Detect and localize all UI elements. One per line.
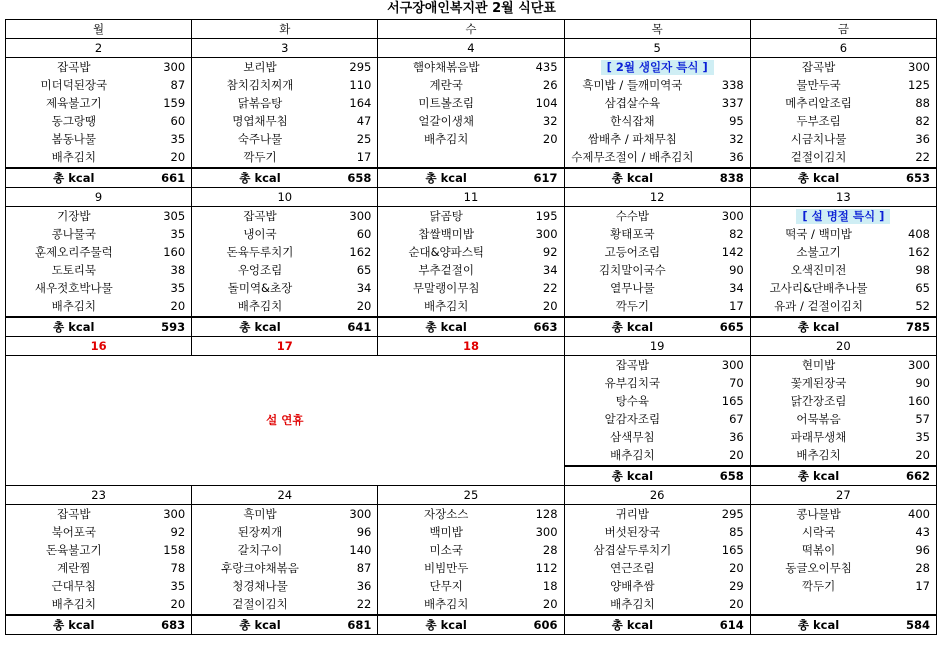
menu-item-kcal: 20 bbox=[542, 298, 558, 313]
menu-item-kcal: 20 bbox=[356, 298, 372, 313]
date-cell: 26 bbox=[564, 486, 750, 505]
date-cell: 12 bbox=[564, 188, 750, 207]
menu-item-kcal: 20 bbox=[170, 596, 186, 611]
menu-calendar bbox=[5, 19, 937, 635]
total-label: 총 kcal bbox=[6, 615, 142, 635]
menu-item-kcal: 20 bbox=[170, 298, 186, 313]
menu-item-kcal: 35 bbox=[170, 280, 186, 295]
menu-item-kcal: 22 bbox=[356, 596, 372, 611]
menu-item-name: 청경채나물 bbox=[192, 577, 328, 595]
menu-item-kcal: 17 bbox=[729, 298, 744, 313]
holiday-date: 17 bbox=[192, 337, 378, 356]
menu-item-kcal: 36 bbox=[729, 429, 744, 444]
menu-item-row bbox=[6, 112, 937, 130]
menu-item-name: 백미밥 bbox=[378, 523, 514, 541]
menu-item-kcal: 159 bbox=[163, 95, 186, 110]
total-label: 총 kcal bbox=[564, 168, 700, 188]
weekday-header: 수 bbox=[378, 20, 564, 39]
menu-item-name: 후랑크야채볶음 bbox=[192, 559, 328, 577]
menu-item-name: 도토리묵 bbox=[6, 261, 142, 279]
menu-item-name: 파래무생채 bbox=[750, 428, 886, 446]
menu-item-name: 참치김치찌개 bbox=[192, 76, 328, 94]
menu-item-row bbox=[6, 148, 937, 166]
menu-item-name: 닭간장조림 bbox=[750, 392, 886, 410]
menu-item-name: 돈육불고기 bbox=[6, 541, 142, 559]
date-row bbox=[6, 486, 937, 505]
menu-item-name: 양배추쌈 bbox=[564, 577, 700, 595]
menu-item-kcal: 300 bbox=[163, 506, 186, 521]
menu-item-kcal: 26 bbox=[542, 77, 558, 92]
menu-item-name: 김치말이국수 bbox=[564, 261, 700, 279]
menu-item-kcal: 300 bbox=[886, 58, 936, 77]
date-cell: 13 bbox=[750, 188, 936, 207]
menu-item-name: 배추김치 bbox=[6, 595, 142, 613]
menu-item-name: 잡곡밥 bbox=[750, 58, 886, 77]
menu-item-kcal: 160 bbox=[886, 392, 936, 410]
menu-item-name: 깍두기 bbox=[192, 148, 328, 166]
holiday-date: 18 bbox=[378, 337, 564, 356]
menu-item-kcal: 82 bbox=[886, 112, 936, 130]
menu-item-name: 한식잡채 bbox=[564, 112, 700, 130]
menu-item-kcal: 300 bbox=[349, 506, 372, 521]
menu-item-kcal: 110 bbox=[349, 77, 372, 92]
menu-item-kcal: 65 bbox=[886, 279, 936, 297]
menu-item-kcal: 85 bbox=[729, 524, 744, 539]
menu-item-name: 흑미밥 bbox=[192, 505, 328, 524]
menu-item-kcal: 35 bbox=[170, 578, 186, 593]
menu-item-kcal: 35 bbox=[886, 428, 936, 446]
menu-item-kcal: 82 bbox=[729, 226, 744, 241]
menu-item-name: 닭볶음탕 bbox=[192, 94, 328, 112]
menu-item-kcal: 125 bbox=[886, 76, 936, 94]
menu-item-row bbox=[6, 130, 937, 148]
menu-item-kcal: 128 bbox=[535, 506, 558, 521]
weekday-header: 월 bbox=[6, 20, 192, 39]
menu-item-kcal: 300 bbox=[886, 356, 936, 375]
menu-item-name: 제육불고기 bbox=[6, 94, 142, 112]
menu-item-kcal: 22 bbox=[886, 148, 936, 166]
menu-item-kcal: 29 bbox=[729, 578, 744, 593]
menu-item-kcal bbox=[886, 595, 936, 613]
menu-item-name: 우엉조림 bbox=[192, 261, 328, 279]
date-cell: 23 bbox=[6, 486, 192, 505]
menu-item-name: 배추김치 bbox=[6, 297, 142, 315]
menu-item-kcal: 28 bbox=[542, 542, 558, 557]
menu-item-name: 소불고기 bbox=[750, 243, 886, 261]
menu-item-kcal: 140 bbox=[349, 542, 372, 557]
total-kcal: 663 bbox=[514, 317, 564, 337]
menu-item-name: 계란국 bbox=[378, 76, 514, 94]
menu-item-kcal: 34 bbox=[729, 280, 744, 295]
date-row bbox=[6, 337, 937, 356]
date-row bbox=[6, 188, 937, 207]
menu-item-name: 훈제오리주물럭 bbox=[6, 243, 142, 261]
menu-item-name: 보리밥 bbox=[192, 58, 328, 77]
menu-item-kcal: 60 bbox=[170, 113, 186, 128]
menu-item-name: 떡볶이 bbox=[750, 541, 886, 559]
menu-item-name: 배추김치 bbox=[378, 130, 514, 148]
menu-item-name: 수수밥 bbox=[564, 207, 700, 226]
menu-item-row bbox=[6, 94, 937, 112]
total-label: 총 kcal bbox=[6, 317, 142, 337]
menu-item-name: 열무나물 bbox=[564, 279, 700, 297]
weekday-header: 금 bbox=[750, 20, 936, 39]
menu-item-kcal: 17 bbox=[356, 149, 372, 164]
menu-item-kcal: 67 bbox=[729, 411, 744, 426]
menu-item-name: 버섯된장국 bbox=[564, 523, 700, 541]
menu-item-row bbox=[6, 559, 937, 577]
menu-item-name: 동그랑땡 bbox=[6, 112, 142, 130]
special-menu-cell bbox=[750, 207, 936, 226]
menu-item-name: 무말랭이무침 bbox=[378, 279, 514, 297]
total-kcal: 584 bbox=[886, 615, 936, 635]
menu-item-name: 동글오이무침 bbox=[750, 559, 886, 577]
menu-item-kcal bbox=[514, 148, 564, 166]
menu-item-name: 어묵볶음 bbox=[750, 410, 886, 428]
menu-item-kcal: 20 bbox=[729, 596, 744, 611]
date-cell: 2 bbox=[6, 39, 192, 58]
menu-item-name: 오색진미전 bbox=[750, 261, 886, 279]
menu-item-kcal: 52 bbox=[886, 297, 936, 315]
menu-item-kcal: 338 bbox=[721, 77, 744, 92]
menu-item-kcal: 43 bbox=[886, 523, 936, 541]
menu-item-row bbox=[6, 243, 937, 261]
holiday-date: 16 bbox=[6, 337, 192, 356]
menu-item-kcal: 57 bbox=[886, 410, 936, 428]
total-label: 총 kcal bbox=[564, 466, 700, 486]
date-cell: 3 bbox=[192, 39, 378, 58]
menu-item-kcal: 34 bbox=[356, 280, 372, 295]
menu-item-kcal: 295 bbox=[349, 59, 372, 74]
menu-item-kcal: 47 bbox=[356, 113, 372, 128]
menu-item-kcal: 165 bbox=[721, 393, 744, 408]
menu-item-name: 순대&양파스틱 bbox=[378, 243, 514, 261]
total-kcal: 606 bbox=[514, 615, 564, 635]
total-kcal: 658 bbox=[700, 466, 750, 486]
menu-item-name: 유부김치국 bbox=[564, 374, 700, 392]
date-cell: 27 bbox=[750, 486, 936, 505]
menu-item-name: 돌미역&초장 bbox=[192, 279, 328, 297]
menu-item-kcal: 305 bbox=[163, 208, 186, 223]
menu-item-name: 삼겹살두루치기 bbox=[564, 541, 700, 559]
menu-item-kcal: 87 bbox=[170, 77, 186, 92]
menu-item-name: 배추김치 bbox=[378, 595, 514, 613]
menu-item-kcal: 160 bbox=[163, 244, 186, 259]
total-label: 총 kcal bbox=[750, 168, 886, 188]
menu-item-kcal: 18 bbox=[542, 578, 558, 593]
menu-item-name: 얼갈이생채 bbox=[378, 112, 514, 130]
menu-item-kcal: 35 bbox=[170, 131, 186, 146]
menu-item-kcal: 32 bbox=[729, 131, 744, 146]
menu-item-kcal: 36 bbox=[356, 578, 372, 593]
menu-item-kcal: 162 bbox=[886, 243, 936, 261]
menu-item-name: 물만두국 bbox=[750, 76, 886, 94]
menu-item-name: 돈육두루치기 bbox=[192, 243, 328, 261]
menu-item-name: 겉절이김치 bbox=[750, 148, 886, 166]
menu-item-name: 부추겉절이 bbox=[378, 261, 514, 279]
menu-item-kcal: 158 bbox=[163, 542, 186, 557]
menu-item-row bbox=[6, 577, 937, 595]
menu-item-kcal: 90 bbox=[886, 374, 936, 392]
total-label: 총 kcal bbox=[564, 317, 700, 337]
menu-item-name: 겉절이김치 bbox=[192, 595, 328, 613]
date-cell: 5 bbox=[564, 39, 750, 58]
total-kcal: 838 bbox=[700, 168, 750, 188]
menu-item-name: 알감자조림 bbox=[564, 410, 700, 428]
menu-item-kcal: 20 bbox=[542, 596, 558, 611]
menu-item-name: 콩나물밥 bbox=[750, 505, 886, 524]
menu-item-kcal: 400 bbox=[886, 505, 936, 524]
menu-item-kcal: 22 bbox=[542, 280, 558, 295]
total-kcal: 661 bbox=[142, 168, 192, 188]
menu-item-kcal: 408 bbox=[886, 225, 936, 243]
menu-item-name: 냉이국 bbox=[192, 225, 328, 243]
menu-item-name: 숙주나물 bbox=[192, 130, 328, 148]
total-kcal: 658 bbox=[328, 168, 378, 188]
total-label: 총 kcal bbox=[192, 615, 328, 635]
menu-item-name: 시락국 bbox=[750, 523, 886, 541]
menu-item-kcal: 32 bbox=[542, 113, 558, 128]
total-kcal: 683 bbox=[142, 615, 192, 635]
menu-item-name: 깍두기 bbox=[750, 577, 886, 595]
menu-item-row bbox=[6, 58, 937, 77]
menu-item-name bbox=[750, 595, 886, 613]
menu-item-name: 쌈배추 / 파채무침 bbox=[564, 130, 700, 148]
total-label: 총 kcal bbox=[750, 615, 886, 635]
menu-item-kcal: 20 bbox=[542, 131, 558, 146]
menu-item-kcal: 295 bbox=[721, 506, 744, 521]
total-kcal: 665 bbox=[700, 317, 750, 337]
menu-item-name: 된장찌개 bbox=[192, 523, 328, 541]
menu-item-kcal: 112 bbox=[535, 560, 558, 575]
total-kcal: 593 bbox=[142, 317, 192, 337]
menu-item-name: 연근조림 bbox=[564, 559, 700, 577]
page-title: 서구장애인복지관 2월 식단표 bbox=[387, 1, 556, 16]
menu-item-kcal: 65 bbox=[356, 262, 372, 277]
menu-item-kcal: 28 bbox=[886, 559, 936, 577]
total-kcal: 614 bbox=[700, 615, 750, 635]
menu-item-name: 배추김치 bbox=[564, 595, 700, 613]
menu-item-name: 미트볼조림 bbox=[378, 94, 514, 112]
special-menu-cell bbox=[564, 58, 750, 77]
total-row bbox=[6, 615, 937, 635]
menu-item-kcal: 300 bbox=[721, 357, 744, 372]
menu-item-kcal: 164 bbox=[349, 95, 372, 110]
menu-item-kcal: 195 bbox=[535, 208, 558, 223]
menu-item-kcal: 60 bbox=[356, 226, 372, 241]
menu-item-name: 콩나물국 bbox=[6, 225, 142, 243]
menu-item-kcal: 70 bbox=[729, 375, 744, 390]
menu-item-row bbox=[6, 297, 937, 315]
total-label: 총 kcal bbox=[750, 317, 886, 337]
menu-item-name: 꽃게된장국 bbox=[750, 374, 886, 392]
menu-item-kcal: 95 bbox=[729, 113, 744, 128]
menu-item-row bbox=[6, 225, 937, 243]
menu-item-name: 햄야채볶음밥 bbox=[378, 58, 514, 77]
menu-item-row bbox=[6, 207, 937, 226]
total-label: 총 kcal bbox=[6, 168, 142, 188]
menu-item-name: 새우젓호박나물 bbox=[6, 279, 142, 297]
menu-item-name: 떡국 / 백미밥 bbox=[750, 225, 886, 243]
menu-item-kcal: 78 bbox=[170, 560, 186, 575]
menu-item-kcal: 35 bbox=[170, 226, 186, 241]
special-menu-banner: [ 2월 생일자 특식 ] bbox=[601, 60, 714, 75]
weekday-header-row bbox=[6, 20, 937, 39]
menu-item-kcal: 25 bbox=[356, 131, 372, 146]
menu-item-name: 미더덕된장국 bbox=[6, 76, 142, 94]
menu-item-row bbox=[6, 76, 937, 94]
menu-item-kcal: 92 bbox=[170, 524, 186, 539]
menu-item-name: 배추김치 bbox=[564, 446, 700, 464]
menu-item-kcal: 90 bbox=[729, 262, 744, 277]
menu-item-kcal: 88 bbox=[886, 94, 936, 112]
menu-item-name: 현미밥 bbox=[750, 356, 886, 375]
date-cell: 10 bbox=[192, 188, 378, 207]
total-kcal: 681 bbox=[328, 615, 378, 635]
menu-item-kcal: 20 bbox=[886, 446, 936, 464]
date-cell: 9 bbox=[6, 188, 192, 207]
menu-item-name: 근대무침 bbox=[6, 577, 142, 595]
menu-item-name: 두부조림 bbox=[750, 112, 886, 130]
total-label: 총 kcal bbox=[378, 168, 514, 188]
menu-item-kcal: 36 bbox=[886, 130, 936, 148]
menu-item-kcal: 300 bbox=[535, 226, 558, 241]
menu-item-kcal: 92 bbox=[542, 244, 558, 259]
menu-item-kcal: 96 bbox=[886, 541, 936, 559]
menu-item-kcal: 98 bbox=[886, 261, 936, 279]
menu-item-name: 잡곡밥 bbox=[6, 505, 142, 524]
date-cell: 25 bbox=[378, 486, 564, 505]
menu-item-name: 봄동나물 bbox=[6, 130, 142, 148]
menu-item-name: 명엽채무침 bbox=[192, 112, 328, 130]
menu-item-name: 잡곡밥 bbox=[564, 356, 700, 375]
menu-item-kcal: 20 bbox=[170, 149, 186, 164]
total-label: 총 kcal bbox=[378, 317, 514, 337]
total-label: 총 kcal bbox=[750, 466, 886, 486]
menu-item-kcal: 337 bbox=[721, 95, 744, 110]
menu-item-name: 유과 / 겉절이김치 bbox=[750, 297, 886, 315]
menu-item-name: 갈치구이 bbox=[192, 541, 328, 559]
menu-item-name: 계란찜 bbox=[6, 559, 142, 577]
menu-item-name: 흑미밥 / 들깨미역국 bbox=[564, 76, 700, 94]
menu-item-name: 삼겹살수육 bbox=[564, 94, 700, 112]
menu-item-kcal: 34 bbox=[542, 262, 558, 277]
date-row bbox=[6, 39, 937, 58]
total-label: 총 kcal bbox=[192, 168, 328, 188]
menu-item-kcal: 36 bbox=[729, 149, 744, 164]
date-cell: 4 bbox=[378, 39, 564, 58]
total-kcal: 617 bbox=[514, 168, 564, 188]
date-cell: 6 bbox=[750, 39, 936, 58]
menu-item-name: 잡곡밥 bbox=[6, 58, 142, 77]
menu-item-name: 미소국 bbox=[378, 541, 514, 559]
date-cell: 20 bbox=[750, 337, 936, 356]
menu-item-kcal: 300 bbox=[721, 208, 744, 223]
menu-item-name: 기장밥 bbox=[6, 207, 142, 226]
special-menu-banner: [ 설 명절 특식 ] bbox=[796, 209, 890, 224]
total-row bbox=[6, 317, 937, 337]
date-cell: 19 bbox=[564, 337, 750, 356]
menu-item-name: 북어포국 bbox=[6, 523, 142, 541]
menu-item-name: 귀리밥 bbox=[564, 505, 700, 524]
menu-item-name: 배추김치 bbox=[750, 446, 886, 464]
menu-item-kcal: 300 bbox=[349, 208, 372, 223]
menu-item-name: 수제무조절이 / 배추김치 bbox=[564, 148, 700, 166]
menu-item-name: 삼색무침 bbox=[564, 428, 700, 446]
menu-item-kcal: 20 bbox=[729, 447, 744, 462]
menu-item-kcal: 17 bbox=[886, 577, 936, 595]
menu-item-name: 황태포국 bbox=[564, 225, 700, 243]
menu-item-name: 탕수육 bbox=[564, 392, 700, 410]
weekday-header: 화 bbox=[192, 20, 378, 39]
menu-item-row bbox=[6, 356, 937, 375]
menu-item-name: 고등어조림 bbox=[564, 243, 700, 261]
menu-item-kcal: 38 bbox=[170, 262, 186, 277]
menu-item-name: 고사리&단배추나물 bbox=[750, 279, 886, 297]
menu-item-row bbox=[6, 595, 937, 613]
total-kcal: 662 bbox=[886, 466, 936, 486]
menu-item-kcal: 300 bbox=[535, 524, 558, 539]
menu-item-kcal: 142 bbox=[721, 244, 744, 259]
menu-item-name: 잡곡밥 bbox=[192, 207, 328, 226]
menu-item-kcal: 20 bbox=[729, 560, 744, 575]
holiday-label: 설 연휴 bbox=[6, 356, 565, 486]
menu-item-name: 배추김치 bbox=[378, 297, 514, 315]
menu-item-row bbox=[6, 261, 937, 279]
total-kcal: 641 bbox=[328, 317, 378, 337]
menu-item-name: 깍두기 bbox=[564, 297, 700, 315]
menu-item-name: 메추리알조림 bbox=[750, 94, 886, 112]
total-label: 총 kcal bbox=[564, 615, 700, 635]
menu-item-name: 찹쌀백미밥 bbox=[378, 225, 514, 243]
menu-item-kcal: 435 bbox=[535, 59, 558, 74]
date-cell: 24 bbox=[192, 486, 378, 505]
menu-item-row bbox=[6, 505, 937, 524]
total-row bbox=[6, 168, 937, 188]
menu-item-kcal: 104 bbox=[535, 95, 558, 110]
menu-item-kcal: 87 bbox=[356, 560, 372, 575]
menu-item-row bbox=[6, 279, 937, 297]
menu-item-kcal: 300 bbox=[163, 59, 186, 74]
menu-item-name: 비빔만두 bbox=[378, 559, 514, 577]
menu-item-name: 배추김치 bbox=[192, 297, 328, 315]
menu-item-name: 단무지 bbox=[378, 577, 514, 595]
menu-item-name: 닭곰탕 bbox=[378, 207, 514, 226]
total-label: 총 kcal bbox=[378, 615, 514, 635]
menu-item-kcal: 96 bbox=[356, 524, 372, 539]
menu-item-row bbox=[6, 523, 937, 541]
menu-item-kcal: 165 bbox=[721, 542, 744, 557]
menu-item-name: 시금치나물 bbox=[750, 130, 886, 148]
menu-item-name bbox=[378, 148, 514, 166]
menu-item-row bbox=[6, 541, 937, 559]
date-cell: 11 bbox=[378, 188, 564, 207]
menu-item-name: 배추김치 bbox=[6, 148, 142, 166]
menu-item-name: 자장소스 bbox=[378, 505, 514, 524]
weekday-header: 목 bbox=[564, 20, 750, 39]
total-kcal: 785 bbox=[886, 317, 936, 337]
total-kcal: 653 bbox=[886, 168, 936, 188]
total-label: 총 kcal bbox=[192, 317, 328, 337]
menu-item-kcal: 162 bbox=[349, 244, 372, 259]
